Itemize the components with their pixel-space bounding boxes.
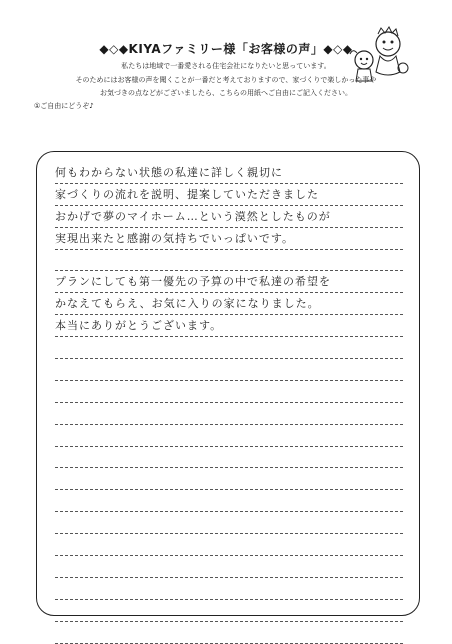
- ruled-line: [55, 425, 403, 447]
- ruled-line: [55, 447, 403, 469]
- ruled-line: [55, 512, 403, 534]
- ruled-line: [55, 162, 403, 184]
- ruled-line: [55, 337, 403, 359]
- handwritten-text: かなえてもらえ、お気に入りの家になりました。: [55, 297, 320, 311]
- ruled-line: [55, 578, 403, 600]
- intro-line: お気づきの点などがございましたら、こちらの用紙へご自由にご記入ください。: [100, 89, 352, 97]
- ruled-line: [55, 359, 403, 381]
- ruled-line: [55, 381, 403, 403]
- form-title: ◆◇◆KIYAファミリー様「お客様の声」◆◇◆: [99, 42, 353, 56]
- ruled-line: [55, 534, 403, 556]
- ruled-line: [55, 468, 403, 490]
- ruled-line: [55, 271, 403, 293]
- ruled-line: [55, 184, 403, 206]
- ruled-line: [55, 403, 403, 425]
- ruled-line: [55, 206, 403, 228]
- answer-lines: [55, 162, 403, 644]
- ruled-line: [55, 556, 403, 578]
- ruled-line: [55, 315, 403, 337]
- intro-text: [0, 60, 452, 101]
- ruled-line: [55, 293, 403, 315]
- handwritten-text: 何もわからない状態の私達に詳しく親切に: [55, 165, 283, 179]
- ruled-line: [55, 490, 403, 512]
- question-label: ①ご自由にどうぞ♪: [34, 102, 94, 110]
- ruled-line: [55, 600, 403, 622]
- intro-line: 私たちは地域で一番愛される住宅会社になりたいと思っています。: [121, 62, 331, 70]
- handwritten-text: 家づくりの流れを説明、提案していただきました: [55, 187, 319, 201]
- intro-line: そのためにはお客様の声を聞くことが一番だと考えておりますので、家づくりで楽しかった事や: [75, 75, 377, 84]
- ruled-line: [55, 622, 403, 644]
- handwritten-text: 実現出来たと感謝の気持ちでいっぱいです。: [55, 231, 295, 245]
- ruled-line: [55, 228, 403, 250]
- ruled-line: [55, 250, 403, 272]
- handwritten-text: 本当にありがとうございます。: [55, 319, 223, 333]
- handwritten-text: プランにしても第一優先の予算の中で私達の希望を: [55, 275, 331, 289]
- handwritten-text: おかげで夢のマイホーム…という漠然としたものが: [55, 209, 331, 223]
